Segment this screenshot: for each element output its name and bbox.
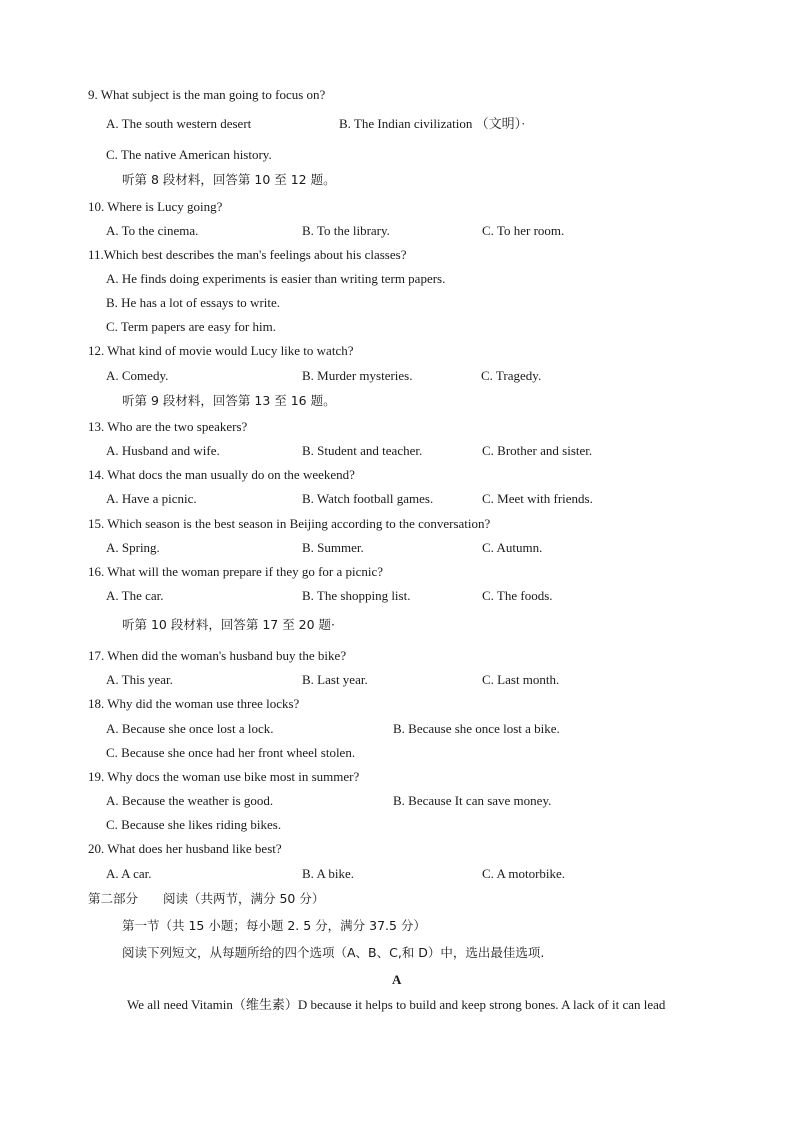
question-11-option-a: A. He finds doing experiments is easier than writing term papers. <box>106 271 446 286</box>
question-12-option-a: A. Comedy. <box>106 368 169 383</box>
question-18-option-c: C. Because she once had her front wheel stolen. <box>106 745 356 760</box>
passage-label: A <box>392 972 402 987</box>
question-20-option-b: B. A bike. <box>302 866 355 881</box>
section-9-instruction: 听第 9 段材料，回答第 13 至 16 题。 <box>122 393 336 408</box>
question-17-option-c: C. Last month. <box>482 672 560 687</box>
question-15-stem: 15. Which season is the best season in Beijing according to the conversation? <box>88 516 491 531</box>
question-16-option-a: A. The car. <box>106 588 164 603</box>
question-19-option-c: C. Because she likes riding bikes. <box>106 817 282 832</box>
question-10-stem: 10. Where is Lucy going? <box>88 199 223 214</box>
question-14-stem: 14. What docs the man usually do on the weekend? <box>88 467 355 482</box>
question-13-option-a: A. Husband and wife. <box>106 443 220 458</box>
passage-a-first-line: We all need Vitamin（维生素）D because it helps to build and keep strong bones. A lack of it can lead <box>127 997 666 1012</box>
question-19-option-b: B. Because It can save money. <box>393 793 552 808</box>
question-19-stem: 19. Why docs the woman use bike most in summer? <box>88 769 360 784</box>
question-16-option-c: C. The foods. <box>482 588 553 603</box>
question-10-option-c: C. To her room. <box>482 223 565 238</box>
question-20-option-c: C. A motorbike. <box>482 866 566 881</box>
question-9-option-b: B. The Indian civilization （文明）· <box>339 116 526 131</box>
question-9-option-a: A. The south western desert <box>106 116 252 131</box>
reading-instruction: 阅读下列短文，从每题所给的四个选项（A、B、C,和 D）中，选出最佳选项. <box>122 945 545 960</box>
question-19-option-a: A. Because the weather is good. <box>106 793 274 808</box>
question-18-option-b: B. Because she once lost a bike. <box>393 721 560 736</box>
question-13-option-b: B. Student and teacher. <box>302 443 423 458</box>
question-15-option-a: A. Spring. <box>106 540 160 555</box>
question-9-stem: 9. What subject is the man going to focus on? <box>88 87 326 102</box>
question-17-option-a: A. This year. <box>106 672 173 687</box>
part-2-heading: 第二部分 阅读（共两节，满分 50 分） <box>88 891 325 906</box>
question-9-option-c: C. The native American history. <box>106 147 272 162</box>
question-13-stem: 13. Who are the two speakers? <box>88 419 248 434</box>
question-10-option-b: B. To the library. <box>302 223 390 238</box>
question-11-option-c: C. Term papers are easy for him. <box>106 319 276 334</box>
question-20-option-a: A. A car. <box>106 866 152 881</box>
question-15-option-b: B. Summer. <box>302 540 364 555</box>
question-20-stem: 20. What does her husband like best? <box>88 841 282 856</box>
section-8-instruction: 听第 8 段材料，回答第 10 至 12 题。 <box>122 172 336 187</box>
question-14-option-a: A. Have a picnic. <box>106 491 197 506</box>
question-10-option-a: A. To the cinema. <box>106 223 199 238</box>
question-14-option-c: C. Meet with friends. <box>482 491 593 506</box>
question-11-option-b: B. He has a lot of essays to write. <box>106 295 281 310</box>
question-18-option-a: A. Because she once lost a lock. <box>106 721 274 736</box>
question-18-stem: 18. Why did the woman use three locks? <box>88 696 300 711</box>
section-1-heading: 第一节（共 15 小题；每小题 2. 5 分，满分 37.5 分） <box>122 918 426 933</box>
question-17-stem: 17. When did the woman's husband buy the bike? <box>88 648 347 663</box>
question-12-option-c: C. Tragedy. <box>481 368 542 383</box>
question-14-option-b: B. Watch football games. <box>302 491 434 506</box>
question-11-stem: 11.Which best describes the man's feelings about his classes? <box>88 247 407 262</box>
question-15-option-c: C. Autumn. <box>482 540 543 555</box>
question-13-option-c: C. Brother and sister. <box>482 443 593 458</box>
question-17-option-b: B. Last year. <box>302 672 368 687</box>
question-12-stem: 12. What kind of movie would Lucy like to watch? <box>88 343 354 358</box>
question-16-option-b: B. The shopping list. <box>302 588 411 603</box>
question-16-stem: 16. What will the woman prepare if they go for a picnic? <box>88 564 384 579</box>
section-10-instruction: 听第 10 段材料，回答第 17 至 20 题· <box>122 617 336 632</box>
question-12-option-b: B. Murder mysteries. <box>302 368 413 383</box>
